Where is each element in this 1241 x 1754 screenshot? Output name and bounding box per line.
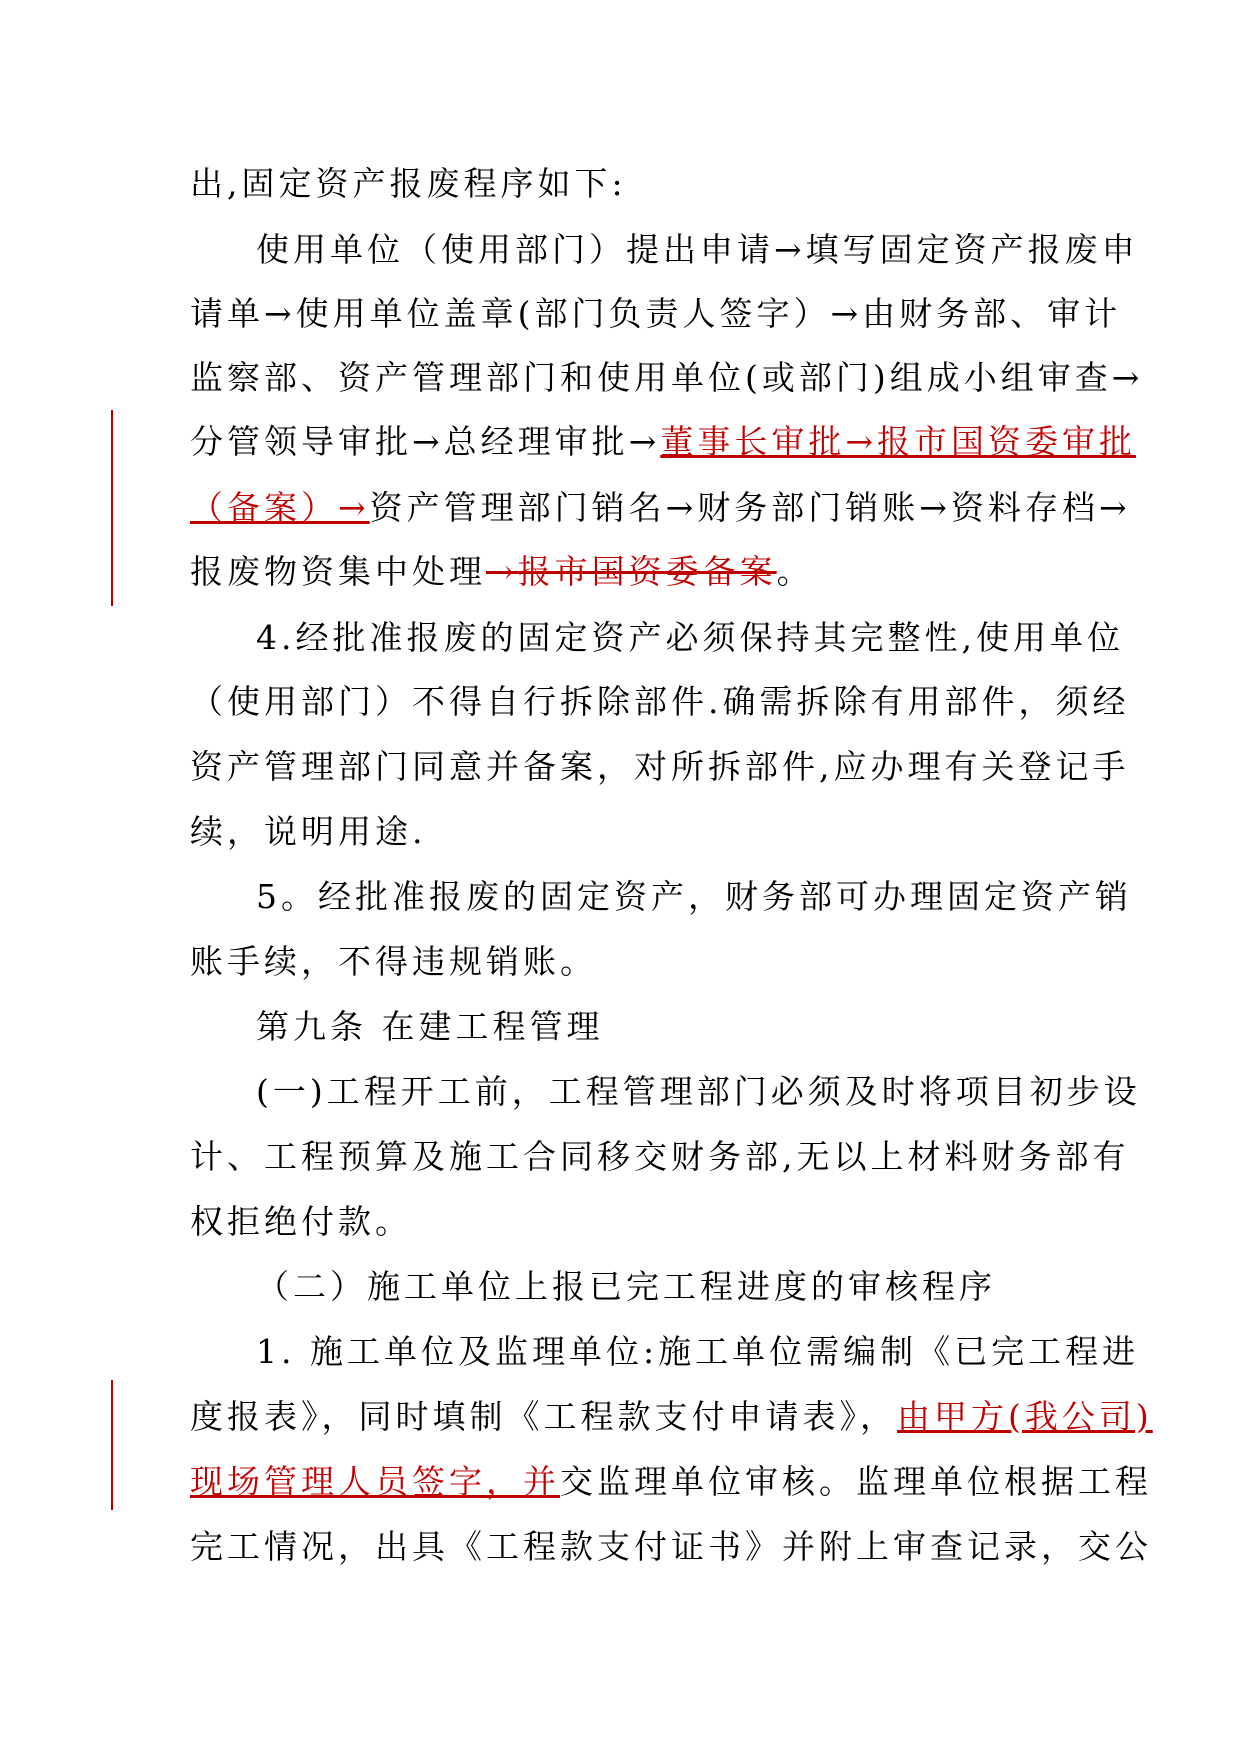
text-line: [256, 1330, 1140, 1374]
inserted-text: 由甲方(我公司): [897, 1397, 1153, 1436]
text-line: [190, 745, 1130, 789]
inserted-text: 现场管理人员签字，并: [190, 1462, 560, 1501]
text-line: [190, 940, 1050, 984]
text-line: [190, 550, 1050, 594]
text-line: [256, 616, 1124, 660]
text-run: 出,固定资产报废程序如下:: [190, 164, 627, 203]
text-run: 续，说明用途.: [190, 812, 427, 851]
text-line: [190, 1200, 1050, 1244]
text-line: [256, 875, 1132, 919]
text-run: 请单→使用单位盖章(部门负责人签字）→由财务部、审计: [190, 294, 1122, 333]
text-run: 。: [776, 552, 814, 591]
revision-bar: [111, 1380, 113, 1510]
text-run: 分管领导审批→总经理审批→: [190, 422, 661, 461]
text-run: (一)工程开工前，工程管理部门必须及时将项目初步设: [256, 1072, 1141, 1111]
text-line: [256, 1005, 1116, 1049]
text-run: （二）施工单位上报已完工程进度的审核程序: [256, 1267, 996, 1306]
text-line: [190, 420, 1136, 464]
text-run: 报废物资集中处理: [190, 552, 486, 591]
text-run: 资产管理部门同意并备案，对所拆部件,应办理有关登记手: [190, 747, 1130, 786]
text-line: [190, 486, 1131, 530]
text-line: [256, 228, 1139, 272]
text-run: 完工情况，出具《工程款支付证书》并附上审查记录，交公: [190, 1527, 1152, 1566]
text-line: [190, 810, 1050, 854]
text-run: 资产管理部门销名→财务部门销账→资料存档→: [369, 488, 1131, 527]
text-run: 4.经批准报废的固定资产必须保持其完整性,使用单位: [256, 618, 1124, 657]
text-line: [190, 162, 1050, 206]
text-line: [190, 1395, 1153, 1439]
text-line: [190, 1460, 1152, 1504]
text-line: [190, 356, 1144, 400]
text-run: 使用单位（使用部门）提出申请→填写固定资产报废申: [256, 230, 1139, 269]
text-line: [256, 1070, 1141, 1114]
text-run: 5。经批准报废的固定资产，财务部可办理固定资产销: [256, 877, 1132, 916]
text-run: 度报表》，同时填制《工程款支付申请表》，: [190, 1397, 897, 1436]
text-run: 计、工程预算及施工合同移交财务部,无以上材料财务部有: [190, 1137, 1130, 1176]
text-run: 账手续，不得违规销账。: [190, 942, 597, 981]
text-run: （使用部门）不得自行拆除部件.确需拆除有用部件，须经: [190, 682, 1130, 721]
inserted-text: （备案）→: [190, 488, 370, 527]
text-line: [190, 1525, 1152, 1569]
text-line: [190, 292, 1122, 336]
text-run: 权拒绝付款。: [190, 1202, 412, 1241]
text-run: 监察部、资产管理部门和使用单位(或部门)组成小组审查→: [190, 358, 1144, 397]
text-line: [256, 1265, 1116, 1309]
revision-bar: [111, 410, 113, 606]
text-run: 交监理单位审核。监理单位根据工程: [560, 1462, 1152, 1501]
text-run: 1. 施工单位及监理单位:施工单位需编制《已完工程进: [256, 1332, 1140, 1371]
text-run: 第九条 在建工程管理: [256, 1007, 604, 1046]
text-line: [190, 680, 1130, 724]
inserted-text: 董事长审批→报市国资委审批: [660, 422, 1136, 461]
text-line: [190, 1135, 1130, 1179]
deleted-text: →报市国资委备案: [486, 552, 777, 591]
